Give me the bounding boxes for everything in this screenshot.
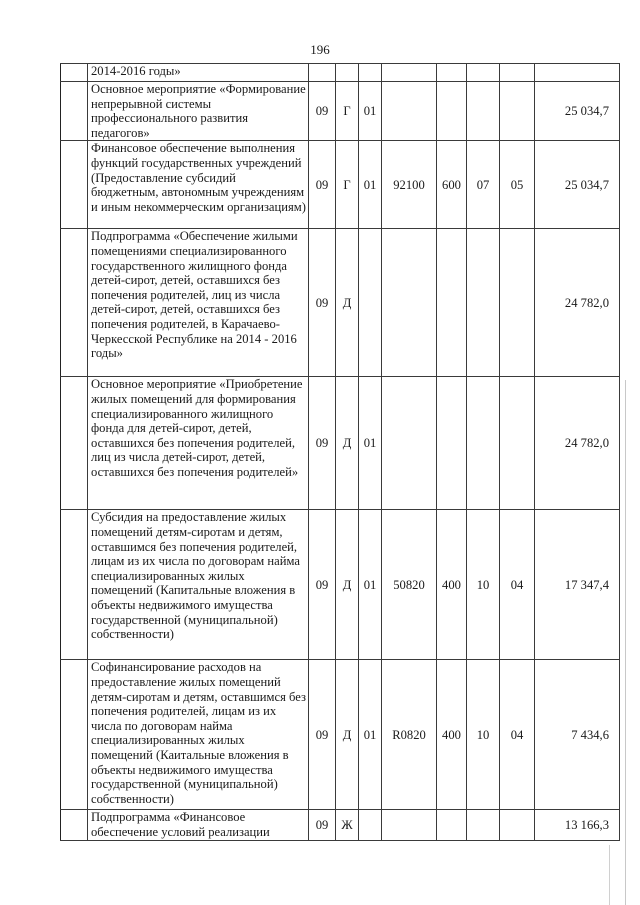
amount-cell: 24 782,0 — [535, 377, 620, 510]
table-row — [61, 82, 620, 141]
program-code-cell: 09 — [309, 229, 336, 377]
measure-code-cell — [359, 64, 382, 82]
blank-cell — [61, 810, 88, 841]
subprogram-code-cell: Д — [336, 229, 359, 377]
section-code-cell: 10 — [467, 510, 500, 660]
measure-code-cell: 01 — [359, 660, 382, 810]
section-code-cell — [467, 377, 500, 510]
subprogram-code-cell: Г — [336, 82, 359, 141]
subprogram-code-cell: Д — [336, 510, 359, 660]
amount-cell — [535, 64, 620, 82]
subsection-code-cell: 04 — [500, 510, 535, 660]
direction-code-cell: R0820 — [382, 660, 437, 810]
table-row — [61, 660, 620, 810]
table-row — [61, 510, 620, 660]
program-code-cell: 09 — [309, 810, 336, 841]
description-cell: 2014-2016 годы» — [88, 64, 309, 82]
program-code-cell: 09 — [309, 141, 336, 229]
program-code-cell: 09 — [309, 82, 336, 141]
measure-code-cell: 01 — [359, 510, 382, 660]
subsection-code-cell: 04 — [500, 660, 535, 810]
section-code-cell: 07 — [467, 141, 500, 229]
blank-cell — [61, 64, 88, 82]
measure-code-cell — [359, 229, 382, 377]
budget-table-body — [61, 64, 620, 841]
amount-cell: 25 034,7 — [535, 82, 620, 141]
table-row — [61, 810, 620, 841]
expense-type-cell — [437, 82, 467, 141]
section-code-cell — [467, 810, 500, 841]
amount-cell: 17 347,4 — [535, 510, 620, 660]
expense-type-cell — [437, 229, 467, 377]
blank-cell — [61, 377, 88, 510]
amount-cell: 24 782,0 — [535, 229, 620, 377]
expense-type-cell — [437, 377, 467, 510]
direction-code-cell — [382, 64, 437, 82]
description-cell: Основное мероприятие «Формирование непрерывной системы профессионального развития педагогов» — [88, 82, 309, 141]
measure-code-cell: 01 — [359, 141, 382, 229]
subsection-code-cell — [500, 64, 535, 82]
measure-code-cell: 01 — [359, 377, 382, 510]
expense-type-cell — [437, 64, 467, 82]
budget-table — [60, 63, 620, 841]
page-number: 196 — [310, 42, 330, 57]
program-code-cell: 09 — [309, 377, 336, 510]
subsection-code-cell — [500, 82, 535, 141]
subprogram-code-cell: Д — [336, 377, 359, 510]
description-cell: Подпрограмма «Обеспечение жилыми помещениями специализированного государственного жилищного фонда детей-сирот, детей, оставшихся без попечения родителей, лиц из числа детей-сирот, детей, оставшихся без попечения родителей, в Карачаево-Черкесской Республике на 2014 - 2016 годы» — [88, 229, 309, 377]
amount-cell: 25 034,7 — [535, 141, 620, 229]
direction-code-cell: 92100 — [382, 141, 437, 229]
description-cell: Субсидия на предоставление жилых помещений детям-сиротам и детям, оставшимся без попечения родителей, лицам из их числа по договорам найма специализированных жилых помещений (Капитальные вложения в объекты недвижимого имущества государственной (муниципальной) собственности) — [88, 510, 309, 660]
measure-code-cell: 01 — [359, 82, 382, 141]
program-code-cell — [309, 64, 336, 82]
subprogram-code-cell: Д — [336, 660, 359, 810]
amount-cell: 13 166,3 — [535, 810, 620, 841]
description-cell: Софинансирование расходов на предоставление жилых помещений детям-сиротам и детям, оставшимся без попечения родителей, лицам из их числа по договорам найма специализированных жилых помещений (Каитальные вложения в объекты недвижимого имущества государственной (муниципальной) собственности) — [88, 660, 309, 810]
section-code-cell: 10 — [467, 660, 500, 810]
direction-code-cell: 50820 — [382, 510, 437, 660]
scan-edge-line — [609, 845, 610, 905]
expense-type-cell: 400 — [437, 510, 467, 660]
program-code-cell: 09 — [309, 660, 336, 810]
section-code-cell — [467, 64, 500, 82]
subprogram-code-cell: Ж — [336, 810, 359, 841]
expense-type-cell — [437, 810, 467, 841]
blank-cell — [61, 82, 88, 141]
blank-cell — [61, 141, 88, 229]
subsection-code-cell: 05 — [500, 141, 535, 229]
description-cell: Основное мероприятие «Приобретение жилых помещений для формирования специализированного жилищного фонда для детей-сирот, детей, оставшихся без попечения родителей, лиц из числа детей-сирот, детей, оставшихся без попечения родителей» — [88, 377, 309, 510]
program-code-cell: 09 — [309, 510, 336, 660]
table-row — [61, 64, 620, 82]
subprogram-code-cell: Г — [336, 141, 359, 229]
section-code-cell — [467, 229, 500, 377]
expense-type-cell: 400 — [437, 660, 467, 810]
direction-code-cell — [382, 377, 437, 510]
direction-code-cell — [382, 82, 437, 141]
table-row — [61, 377, 620, 510]
direction-code-cell — [382, 810, 437, 841]
blank-cell — [61, 229, 88, 377]
description-cell: Финансовое обеспечение выполнения функций государственных учреждений (Предоставление субсидий бюджетным, автономным учреждениям и иным некоммерческим организациям) — [88, 141, 309, 229]
amount-cell: 7 434,6 — [535, 660, 620, 810]
table-row — [61, 141, 620, 229]
scan-edge-line — [625, 380, 626, 905]
blank-cell — [61, 660, 88, 810]
section-code-cell — [467, 82, 500, 141]
subsection-code-cell — [500, 810, 535, 841]
subsection-code-cell — [500, 377, 535, 510]
expense-type-cell: 600 — [437, 141, 467, 229]
blank-cell — [61, 510, 88, 660]
table-row — [61, 229, 620, 377]
description-cell: Подпрограмма «Финансовое обеспечение условий реализации — [88, 810, 309, 841]
direction-code-cell — [382, 229, 437, 377]
subsection-code-cell — [500, 229, 535, 377]
subprogram-code-cell — [336, 64, 359, 82]
measure-code-cell — [359, 810, 382, 841]
